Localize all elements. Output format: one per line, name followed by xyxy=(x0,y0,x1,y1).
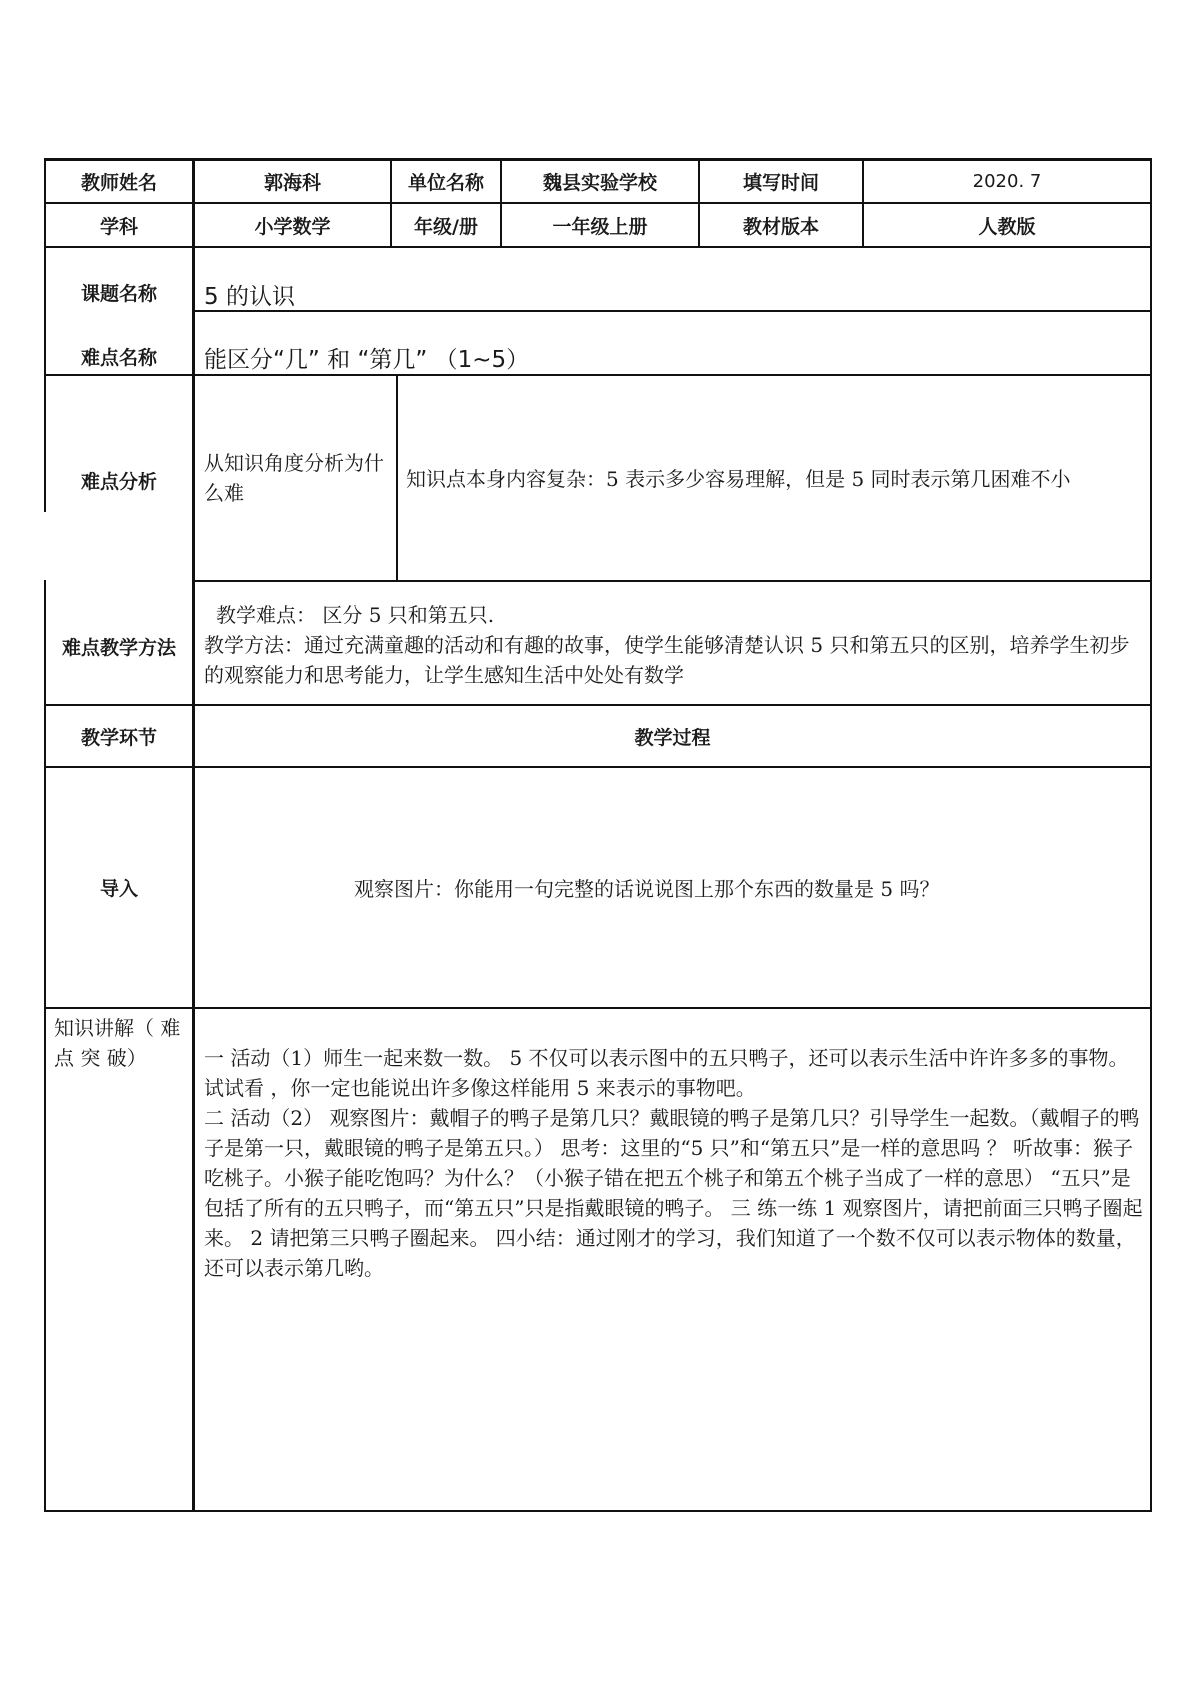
edition-label: 教材版本 xyxy=(742,215,819,238)
method-line2: 教学方法：通过充满童趣的活动和有趣的故事，使学生能够清楚认识 5 只和第五只的区别，培养学生初步的观察能力和思考能力，让学生感知生活中处处有数学 xyxy=(204,633,1130,687)
fill-date-value: 2020. 7 xyxy=(972,171,1042,192)
teacher-name-value: 郭海科 xyxy=(263,172,321,194)
knowledge-content: 一 活动（1）师生一起来数一数。 5 不仅可以表示图中的五只鸭子，还可以表示生活中许许多多的事物。 试试看 ，你一定也能说出许多像这样能用 5 来表示的事物吧。 二 活动（2） 观察图片：戴帽子的鸭子是第几只？戴眼镜的鸭子是第几只？引导学生一起数。（戴帽子的鸭子是第一只，戴眼镜的鸭子是第五只。） 思考：这里的“5 只”和“第五只”是一样的意思吗 ？ 听故事：猴子吃桃子。小猴子能吃饱吗？为什么？（小猴子错在把五个桃子和第五个桃子当成了一样的意思） “五只”是包括了所有的五只鸭子，而“第五只”只是指戴眼镜的鸭子。 三 练一练 1 观察图片，请把前面三只鸭子圈起来。 2 请把第三只鸭子圈起来。 四小结：通过刚才的学习，我们知道了一个数不仅可以表示物体的数量，还可以表示第几哟。 xyxy=(204,1046,1143,1280)
table-line xyxy=(1150,158,1152,1512)
analysis-content: 知识点本身内容复杂：5 表示多少容易理解，但是 5 同时表示第几困难不小 xyxy=(406,467,1071,491)
topic-value: 5 的认识 xyxy=(204,283,295,310)
method-label: 难点教学方法 xyxy=(61,636,176,659)
unit-name-label: 单位名称 xyxy=(407,172,484,194)
process-header: 教学过程 xyxy=(634,726,711,749)
subject-label: 学科 xyxy=(99,215,138,238)
grade-label: 年级/册 xyxy=(414,215,478,238)
method-line1: 教学难点： 区分 5 只和第五只. xyxy=(216,603,495,627)
teacher-name-label: 教师姓名 xyxy=(80,172,157,194)
knowledge-label: 知识讲解（ 难 点 突 破） xyxy=(54,1016,181,1070)
unit-name-value: 魏县实验学校 xyxy=(542,172,657,194)
table-line xyxy=(44,374,1152,376)
fill-date-label: 填写时间 xyxy=(742,172,819,194)
analysis-angle: 从知识角度分析为什么难 xyxy=(204,451,384,505)
stage-header: 教学环节 xyxy=(80,726,157,749)
table-line xyxy=(396,374,398,582)
intro-content: 观察图片：你能用一句完整的话说说图上那个东西的数量是 5 吗？ xyxy=(354,877,940,901)
table-line xyxy=(44,1007,1152,1009)
table-line xyxy=(44,766,1152,768)
topic-label: 课题名称 xyxy=(80,282,157,305)
subject-value: 小学数学 xyxy=(254,215,331,238)
intro-label: 导入 xyxy=(99,878,138,900)
edition-value: 人教版 xyxy=(978,215,1036,238)
grade-value: 一年级上册 xyxy=(552,215,648,238)
table-line xyxy=(193,580,1152,582)
difficulty-label: 难点名称 xyxy=(80,346,157,369)
table-line xyxy=(44,1510,1152,1512)
table-line xyxy=(193,310,1152,312)
analysis-label: 难点分析 xyxy=(80,470,157,493)
table-line xyxy=(192,158,195,1512)
table-line xyxy=(44,246,1152,248)
difficulty-value: 能区分“几” 和 “第几” （1~5） xyxy=(204,346,530,373)
